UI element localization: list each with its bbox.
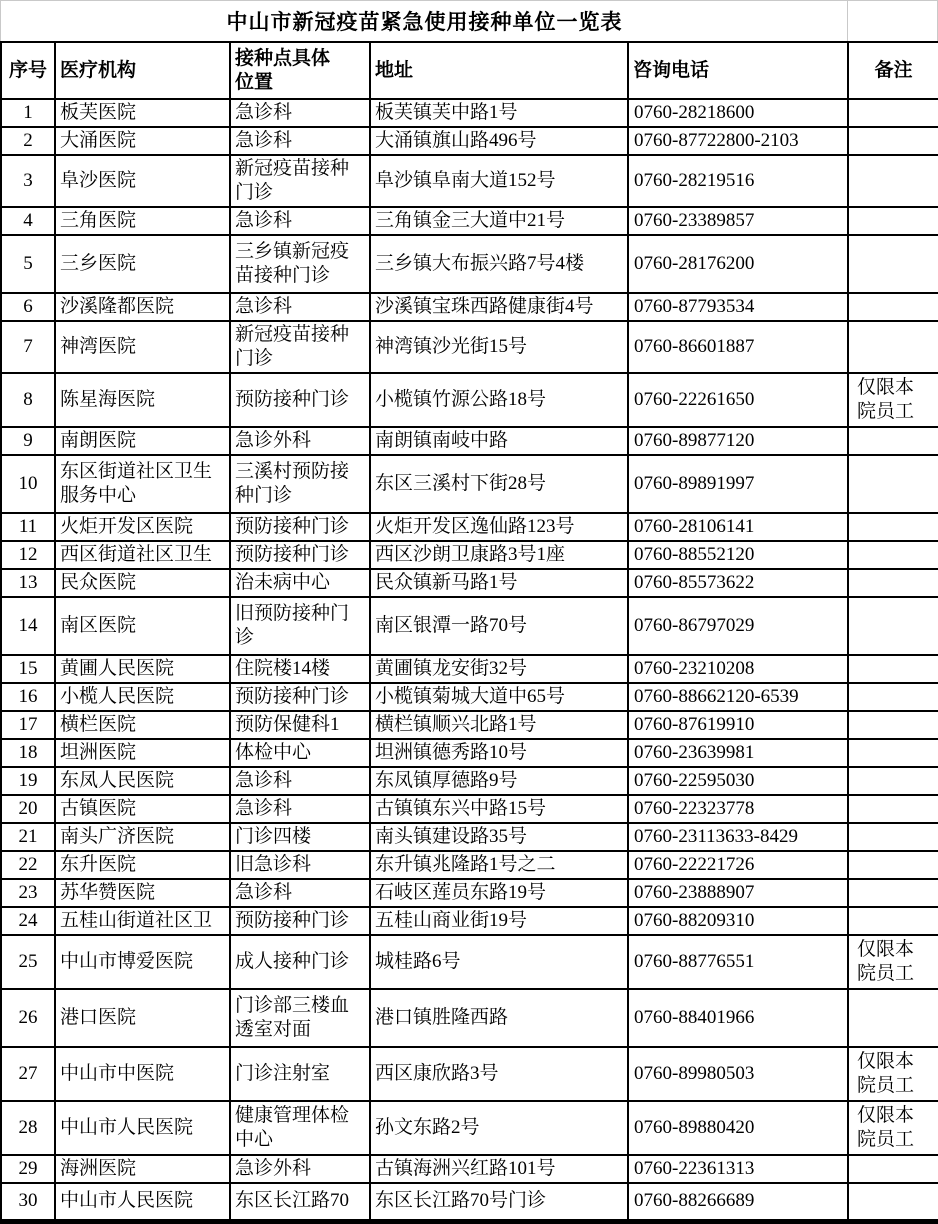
cell-address: 黄圃镇龙安街32号: [370, 655, 628, 683]
cell-org: 西区街道社区卫生: [55, 541, 230, 569]
cell-site: 急诊科: [230, 293, 370, 321]
cell-org: 南头广济医院: [55, 823, 230, 851]
table-row: [1, 711, 938, 739]
column-header-org: 医疗机构: [55, 42, 230, 99]
table-title: 中山市新冠疫苗紧急使用接种单位一览表: [226, 10, 623, 34]
cell-phone: 0760-86797029: [628, 597, 848, 655]
cell-site: 急诊科: [230, 127, 370, 155]
cell-site: 预防接种门诊: [230, 907, 370, 935]
cell-address: 东区三溪村下街28号: [370, 455, 628, 513]
cell-org: 五桂山街道社区卫: [55, 907, 230, 935]
cell-org: 横栏医院: [55, 711, 230, 739]
cell-phone: 0760-23389857: [628, 207, 848, 235]
cell-address: 城桂路6号: [370, 935, 628, 989]
cell-site: 预防接种门诊: [230, 513, 370, 541]
cell-phone: 0760-88776551: [628, 935, 848, 989]
table-row: [1, 1047, 938, 1101]
table-row: [1, 683, 938, 711]
cell-note: 仅限本院员工: [848, 935, 938, 989]
table-row: [1, 455, 938, 513]
table-row: [1, 513, 938, 541]
cell-address: 东凤镇厚德路9号: [370, 767, 628, 795]
cell-no: 22: [1, 851, 55, 879]
cell-no: 2: [1, 127, 55, 155]
table-row: [1, 155, 938, 207]
cell-org: 坦洲医院: [55, 739, 230, 767]
cell-phone: 0760-89980503: [628, 1047, 848, 1101]
cell-org: 海洲医院: [55, 1155, 230, 1183]
cell-no: 5: [1, 235, 55, 293]
table-row: [1, 795, 938, 823]
cell-no: 30: [1, 1183, 55, 1221]
cell-note: [848, 823, 938, 851]
cell-org: 三角医院: [55, 207, 230, 235]
column-header-site: 接种点具体位置: [230, 42, 370, 99]
cell-site: 急诊科: [230, 207, 370, 235]
cell-no: 19: [1, 767, 55, 795]
table-row: [1, 907, 938, 935]
cell-note: [848, 207, 938, 235]
cell-org: 古镇医院: [55, 795, 230, 823]
cell-address: 古镇镇东兴中路15号: [370, 795, 628, 823]
cell-site: 急诊科: [230, 767, 370, 795]
cell-org: 东区街道社区卫生服务中心: [55, 455, 230, 513]
cell-address: 神湾镇沙光街15号: [370, 321, 628, 373]
cell-note: [848, 683, 938, 711]
cell-no: 4: [1, 207, 55, 235]
cell-no: 7: [1, 321, 55, 373]
cell-site: 急诊科: [230, 795, 370, 823]
cell-address: 孙文东路2号: [370, 1101, 628, 1155]
cell-phone: 0760-28106141: [628, 513, 848, 541]
cell-no: 3: [1, 155, 55, 207]
cell-phone: 0760-88266689: [628, 1183, 848, 1221]
cell-note: [848, 155, 938, 207]
cell-no: 20: [1, 795, 55, 823]
cell-phone: 0760-28176200: [628, 235, 848, 293]
cell-no: 27: [1, 1047, 55, 1101]
cell-address: 南朗镇南岐中路: [370, 427, 628, 455]
vaccination-units-table: [0, 41, 938, 1224]
cell-note: 仅限本院员工: [848, 1047, 938, 1101]
cell-address: 西区沙朗卫康路3号1座: [370, 541, 628, 569]
cell-no: 1: [1, 99, 55, 127]
cell-no: 18: [1, 739, 55, 767]
cell-no: 11: [1, 513, 55, 541]
cell-address: 三乡镇大布振兴路7号4楼: [370, 235, 628, 293]
table-row: [1, 99, 938, 127]
table-row: [1, 1101, 938, 1155]
cell-phone: 0760-28219516: [628, 155, 848, 207]
cell-note: [848, 127, 938, 155]
cell-site: 三溪村预防接种门诊: [230, 455, 370, 513]
table-row: [1, 127, 938, 155]
cell-no: 8: [1, 373, 55, 427]
cell-site: 住院楼14楼: [230, 655, 370, 683]
cell-phone: 0760-23113633-8429: [628, 823, 848, 851]
cell-no: 10: [1, 455, 55, 513]
cell-org: 陈星海医院: [55, 373, 230, 427]
cell-note: 仅限本院员工: [848, 1101, 938, 1155]
column-header-address: 地址: [370, 42, 628, 99]
cell-note: [848, 739, 938, 767]
cell-site: 预防接种门诊: [230, 683, 370, 711]
cell-org: 黄圃人民医院: [55, 655, 230, 683]
cell-site: 东区长江路70: [230, 1183, 370, 1221]
cell-phone: 0760-89880420: [628, 1101, 848, 1155]
table-row: [1, 427, 938, 455]
table-row: [1, 597, 938, 655]
cell-note: [848, 569, 938, 597]
cell-no: 25: [1, 935, 55, 989]
cell-no: 23: [1, 879, 55, 907]
cell-note: [848, 427, 938, 455]
cell-note: [848, 541, 938, 569]
cell-note: 仅限本院员工: [848, 373, 938, 427]
cell-no: 16: [1, 683, 55, 711]
cell-org: 三乡医院: [55, 235, 230, 293]
cell-address: 五桂山商业街19号: [370, 907, 628, 935]
gridline: [847, 1, 848, 41]
cell-org: 东升医院: [55, 851, 230, 879]
cell-phone: 0760-23888907: [628, 879, 848, 907]
cell-address: 坦洲镇德秀路10号: [370, 739, 628, 767]
cell-phone: 0760-87722800-2103: [628, 127, 848, 155]
cell-note: [848, 795, 938, 823]
cell-phone: 0760-89891997: [628, 455, 848, 513]
column-header-no: 序号: [1, 42, 55, 99]
cell-address: 阜沙镇阜南大道152号: [370, 155, 628, 207]
cell-address: 横栏镇顺兴北路1号: [370, 711, 628, 739]
cell-address: 东区长江路70号门诊: [370, 1183, 628, 1221]
cell-address: 古镇海洲兴红路101号: [370, 1155, 628, 1183]
cell-org: 中山市人民医院: [55, 1101, 230, 1155]
cell-site: 三乡镇新冠疫苗接种门诊: [230, 235, 370, 293]
cell-org: 大涌医院: [55, 127, 230, 155]
cell-org: 小榄人民医院: [55, 683, 230, 711]
cell-site: 急诊外科: [230, 427, 370, 455]
cell-org: 神湾医院: [55, 321, 230, 373]
cell-note: [848, 321, 938, 373]
cell-phone: 0760-22323778: [628, 795, 848, 823]
cell-address: 小榄镇竹源公路18号: [370, 373, 628, 427]
cell-site: 预防接种门诊: [230, 541, 370, 569]
cell-note: [848, 99, 938, 127]
cell-note: [848, 1155, 938, 1183]
cell-note: [848, 235, 938, 293]
cell-address: 三角镇金三大道中21号: [370, 207, 628, 235]
cell-org: 民众医院: [55, 569, 230, 597]
cell-phone: 0760-88401966: [628, 989, 848, 1047]
cell-no: 28: [1, 1101, 55, 1155]
table-row: [1, 851, 938, 879]
cell-site: 治未病中心: [230, 569, 370, 597]
cell-no: 9: [1, 427, 55, 455]
cell-no: 12: [1, 541, 55, 569]
column-header-phone: 咨询电话: [628, 42, 848, 99]
cell-note: [848, 293, 938, 321]
cell-no: 21: [1, 823, 55, 851]
table-row: [1, 935, 938, 989]
column-header-note: 备注: [848, 42, 938, 99]
table-row: [1, 655, 938, 683]
cell-site: 成人接种门诊: [230, 935, 370, 989]
cell-phone: 0760-88209310: [628, 907, 848, 935]
cell-phone: 0760-88662120-6539: [628, 683, 848, 711]
cell-site: 新冠疫苗接种门诊: [230, 155, 370, 207]
cell-phone: 0760-88552120: [628, 541, 848, 569]
cell-phone: 0760-28218600: [628, 99, 848, 127]
cell-org: 港口医院: [55, 989, 230, 1047]
cell-org: 东凤人民医院: [55, 767, 230, 795]
table-row: [1, 767, 938, 795]
cell-site: 门诊注射室: [230, 1047, 370, 1101]
cell-no: 6: [1, 293, 55, 321]
cell-phone: 0760-85573622: [628, 569, 848, 597]
cell-note: [848, 907, 938, 935]
cell-address: 南区银潭一路70号: [370, 597, 628, 655]
cell-note: [848, 989, 938, 1047]
cell-note: [848, 879, 938, 907]
cell-no: 14: [1, 597, 55, 655]
cell-address: 西区康欣路3号: [370, 1047, 628, 1101]
cell-note: [848, 767, 938, 795]
table-row: [1, 739, 938, 767]
cell-no: 26: [1, 989, 55, 1047]
cell-site: 新冠疫苗接种门诊: [230, 321, 370, 373]
table-row: [1, 989, 938, 1047]
cell-address: 石岐区莲员东路19号: [370, 879, 628, 907]
cell-site: 健康管理体检中心: [230, 1101, 370, 1155]
cell-org: 中山市人民医院: [55, 1183, 230, 1221]
table-row: [1, 1183, 938, 1221]
cell-org: 中山市博爱医院: [55, 935, 230, 989]
table-row: [1, 879, 938, 907]
cell-phone: 0760-22595030: [628, 767, 848, 795]
cell-site: 门诊部三楼血透室对面: [230, 989, 370, 1047]
cell-note: [848, 1183, 938, 1221]
cell-no: 29: [1, 1155, 55, 1183]
table-row: [1, 1155, 938, 1183]
cell-address: 港口镇胜隆西路: [370, 989, 628, 1047]
cell-address: 沙溪镇宝珠西路健康街4号: [370, 293, 628, 321]
cell-address: 火炬开发区逸仙路123号: [370, 513, 628, 541]
cell-address: 民众镇新马路1号: [370, 569, 628, 597]
cell-note: [848, 851, 938, 879]
cell-phone: 0760-22361313: [628, 1155, 848, 1183]
cell-phone: 0760-23639981: [628, 739, 848, 767]
cell-site: 急诊科: [230, 879, 370, 907]
cell-no: 13: [1, 569, 55, 597]
cell-org: 苏华赞医院: [55, 879, 230, 907]
cell-phone: 0760-89877120: [628, 427, 848, 455]
cell-org: 阜沙医院: [55, 155, 230, 207]
cell-phone: 0760-87793534: [628, 293, 848, 321]
table-row: [1, 235, 938, 293]
cell-address: 东升镇兆隆路1号之二: [370, 851, 628, 879]
cell-site: 门诊四楼: [230, 823, 370, 851]
cell-site: 旧急诊科: [230, 851, 370, 879]
cell-org: 沙溪隆都医院: [55, 293, 230, 321]
cell-phone: 0760-22221726: [628, 851, 848, 879]
cell-note: [848, 597, 938, 655]
cell-note: [848, 711, 938, 739]
cell-address: 南头镇建设路35号: [370, 823, 628, 851]
cell-site: 急诊外科: [230, 1155, 370, 1183]
cell-no: 15: [1, 655, 55, 683]
cell-site: 急诊科: [230, 99, 370, 127]
table-row: [1, 541, 938, 569]
cell-phone: 0760-22261650: [628, 373, 848, 427]
cell-site: 旧预防接种门诊: [230, 597, 370, 655]
cell-org: 板芙医院: [55, 99, 230, 127]
header-row: [1, 42, 938, 99]
cell-phone: 0760-23210208: [628, 655, 848, 683]
table-row: [1, 321, 938, 373]
cell-site: 预防保健科1: [230, 711, 370, 739]
table-row: [1, 823, 938, 851]
cell-org: 中山市中医院: [55, 1047, 230, 1101]
table-title-row: [0, 0, 938, 41]
cell-no: 17: [1, 711, 55, 739]
cell-address: 板芙镇芙中路1号: [370, 99, 628, 127]
table-row: [1, 207, 938, 235]
cell-org: 火炬开发区医院: [55, 513, 230, 541]
cell-org: 南区医院: [55, 597, 230, 655]
cell-org: 南朗医院: [55, 427, 230, 455]
table-row: [1, 569, 938, 597]
table-row: [1, 373, 938, 427]
cell-site: 预防接种门诊: [230, 373, 370, 427]
cell-note: [848, 513, 938, 541]
cell-note: [848, 455, 938, 513]
table-row: [1, 293, 938, 321]
cell-note: [848, 655, 938, 683]
cell-address: 大涌镇旗山路496号: [370, 127, 628, 155]
cell-no: 24: [1, 907, 55, 935]
cell-phone: 0760-87619910: [628, 711, 848, 739]
cell-address: 小榄镇菊城大道中65号: [370, 683, 628, 711]
cell-phone: 0760-86601887: [628, 321, 848, 373]
cell-site: 体检中心: [230, 739, 370, 767]
